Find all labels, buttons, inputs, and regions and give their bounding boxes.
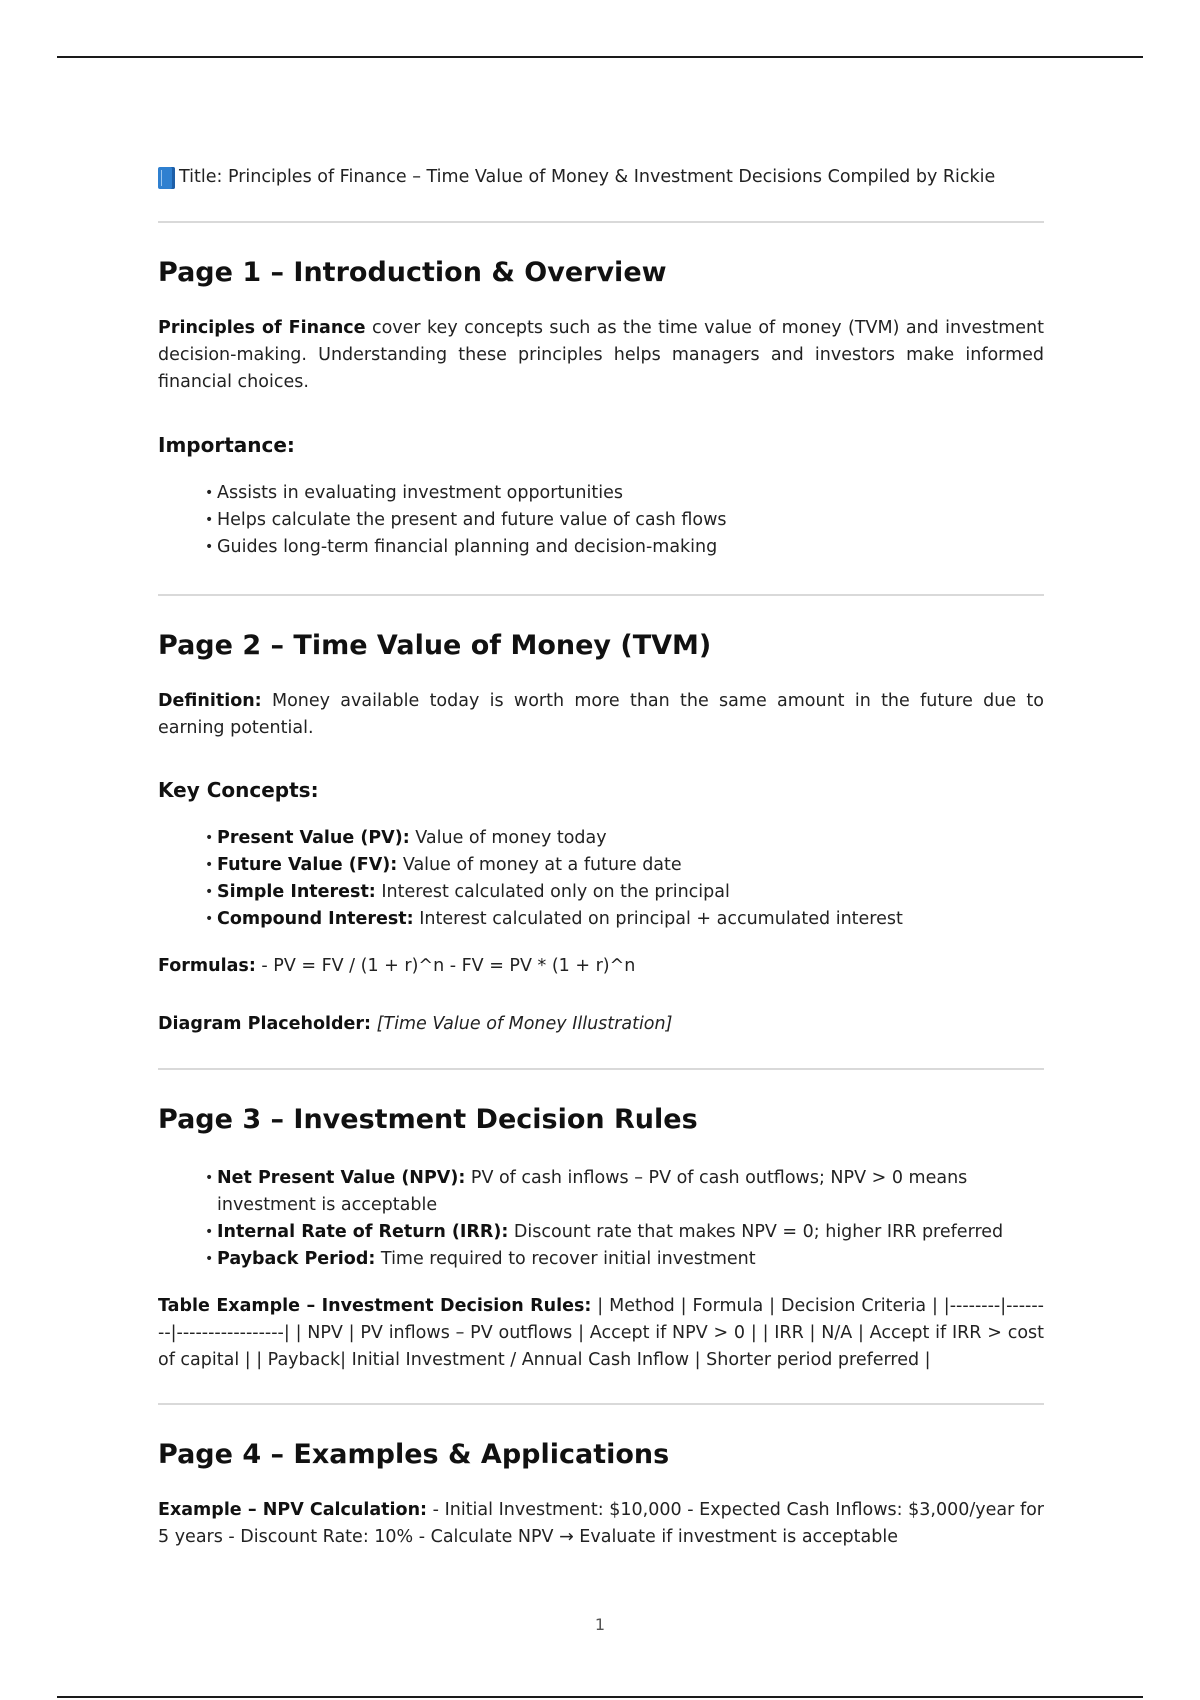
- section-divider: [158, 1068, 1044, 1070]
- diagram-placeholder: [158, 1011, 1044, 1038]
- section-divider: [158, 1403, 1044, 1405]
- list-item: [205, 1219, 1045, 1246]
- concept-desc: Interest calculated only on the principal: [375, 882, 730, 902]
- table-example-label: Table Example – Investment Decision Rules:: [158, 1296, 592, 1316]
- npv-example: [158, 1497, 1044, 1551]
- document-title: [158, 164, 1044, 191]
- list-item: [205, 879, 1045, 906]
- footer-rule: [57, 1696, 1143, 1698]
- formulas-line: [158, 953, 1044, 980]
- page1-heading: Page 1 – Introduction & Overview: [158, 257, 667, 288]
- rule-desc: Discount rate that makes NPV = 0; higher IRR preferred: [508, 1222, 1004, 1242]
- concept-desc: Value of money at a future date: [397, 855, 682, 875]
- table-example-text: | Method | Formula | Decision Criteria | |--------|--------|-----------------| | NPV | PV inflows – PV outflows | Accept if NPV > 0 | | IRR | N/A | Accept if IRR > cost of capital | | Payback| Initial Investment / Annual Cash Inflow | Shorter period preferred |: [158, 1296, 1044, 1370]
- key-concepts-list: [205, 825, 1045, 933]
- list-item: • Assists in evaluating investment opportunities: [205, 480, 1045, 507]
- formulas-label: Formulas:: [158, 956, 256, 976]
- list-item: • Helps calculate the present and future value of cash flows: [205, 507, 1045, 534]
- rule-term: Internal Rate of Return (IRR):: [217, 1222, 509, 1242]
- list-item: • Guides long-term financial planning and decision-making: [205, 534, 1045, 561]
- npv-example-label: Example – NPV Calculation:: [158, 1500, 428, 1520]
- diagram-text: [Time Value of Money Illustration]: [371, 1014, 673, 1034]
- concept-desc: Interest calculated on principal + accumulated interest: [413, 909, 903, 929]
- concept-term: Future Value (FV):: [217, 855, 398, 875]
- table-example: [158, 1293, 1044, 1374]
- page-number: 1: [594, 1615, 606, 1634]
- list-item: [205, 1246, 1045, 1273]
- concept-term: Present Value (PV):: [217, 828, 410, 848]
- list-item: [205, 1165, 1045, 1219]
- importance-heading: Importance:: [158, 433, 295, 457]
- list-item: [205, 825, 1045, 852]
- concept-term: Simple Interest:: [217, 882, 376, 902]
- page4-heading: Page 4 – Examples & Applications: [158, 1439, 670, 1470]
- page2-heading: Page 2 – Time Value of Money (TVM): [158, 630, 712, 661]
- rule-desc: Time required to recover initial investment: [375, 1249, 756, 1269]
- rule-term: Net Present Value (NPV):: [217, 1168, 466, 1188]
- list-item: [205, 906, 1045, 933]
- key-concepts-heading: Key Concepts:: [158, 778, 319, 802]
- rule-desc: PV of cash inflows – PV of cash outflows; NPV > 0 means investment is acceptable: [217, 1168, 968, 1215]
- definition-text: Money available today is worth more than the same amount in the future due to earning potential.: [158, 691, 1044, 738]
- rule-term: Payback Period:: [217, 1249, 376, 1269]
- definition-label: Definition:: [158, 691, 262, 711]
- diagram-label: Diagram Placeholder:: [158, 1014, 372, 1034]
- tvm-definition: [158, 688, 1044, 742]
- decision-rules-list: [205, 1165, 1045, 1273]
- page1-intro-bold: Principles of Finance: [158, 318, 366, 338]
- page1-intro: [158, 315, 1044, 396]
- formulas-text: - PV = FV / (1 + r)^n - FV = PV * (1 + r)^n: [255, 956, 636, 976]
- page3-heading: Page 3 – Investment Decision Rules: [158, 1104, 698, 1135]
- blue-book-icon: [158, 167, 175, 189]
- section-divider: [158, 221, 1044, 223]
- page1-intro-text: cover key concepts such as the time value of money (TVM) and investment decision-making. Understanding these principles helps managers and investors make informed financial choices.: [158, 318, 1045, 392]
- header-rule: [57, 56, 1143, 58]
- importance-list: [205, 480, 1045, 561]
- npv-example-text: - Initial Investment: $10,000 - Expected Cash Inflows: $3,000/year for 5 years - Discount Rate: 10% - Calculate NPV → Evaluate if investment is acceptable: [158, 1500, 1045, 1547]
- concept-desc: Value of money today: [409, 828, 607, 848]
- concept-term: Compound Interest:: [217, 909, 414, 929]
- section-divider: [158, 594, 1044, 596]
- list-item: [205, 852, 1045, 879]
- document-title-text: Title: Principles of Finance – Time Value of Money & Investment Decisions Compiled by Rickie: [179, 167, 996, 187]
